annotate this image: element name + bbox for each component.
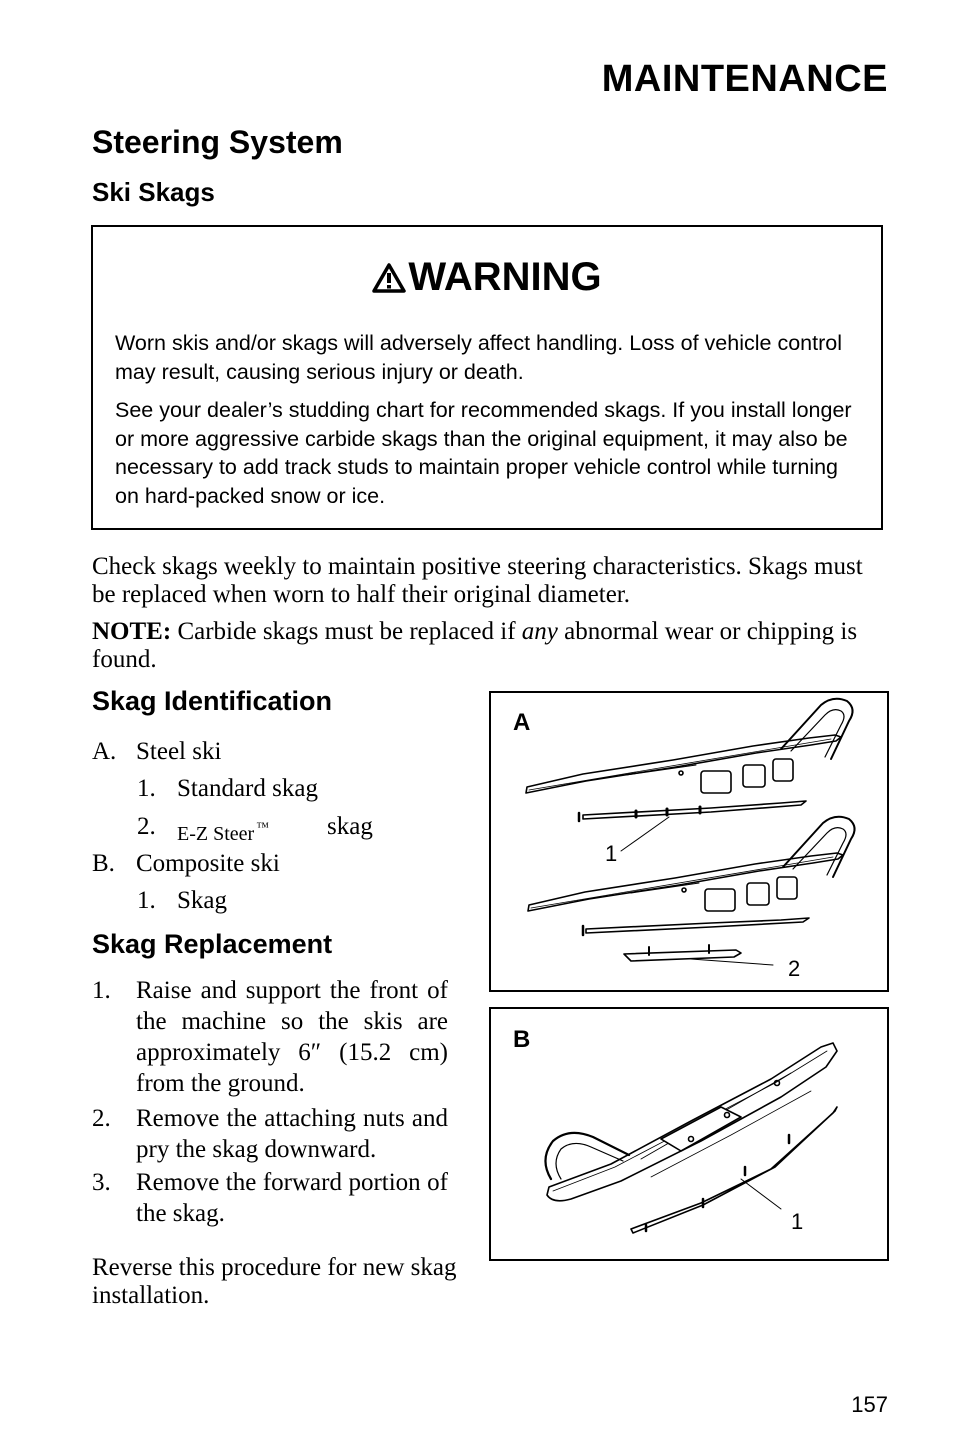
step-marker: 2. xyxy=(92,1105,111,1132)
list-marker: 1. xyxy=(137,775,156,802)
step-text: Remove the forward portion of the skag. xyxy=(136,1169,448,1227)
step-text: Raise and support the front of the machine so the skis are approximately 6″ (15.2 cm) from the ground. xyxy=(136,977,448,1097)
note-paragraph xyxy=(92,618,892,673)
figure-b-composite-ski xyxy=(489,1007,889,1261)
figure-a-steel-ski xyxy=(489,691,889,992)
warning-triangle-icon xyxy=(372,263,406,293)
figure-a-callout-2: 2 xyxy=(788,956,801,981)
list-item-label: Standard skag xyxy=(177,775,318,802)
composite-ski-illustration xyxy=(491,1009,887,1259)
step-marker: 1. xyxy=(92,977,111,1004)
reverse-procedure-paragraph: Reverse this procedure for new skag installation. xyxy=(92,1254,457,1309)
note-text-before: Carbide skags must be replaced if xyxy=(171,618,522,645)
warning-heading-text: WARNING xyxy=(408,255,602,299)
figure-b-label: B xyxy=(513,1026,531,1053)
page-number: 157 xyxy=(851,1392,888,1417)
list-marker: A. xyxy=(92,738,117,765)
warning-paragraph-2: See your dealer’s studding chart for recommended skags. If you install longer or more aggressive carbide skags than the original equipment, it may also be necessary to add track studs to maintain proper vehicle control while turning on hard-packed snow or ice. xyxy=(115,398,852,508)
step-text: Remove the attaching nuts and pry the skag downward. xyxy=(136,1105,448,1163)
step-2 xyxy=(92,1103,448,1165)
warning-paragraph-1: Worn skis and/or skags will adversely affect handling. Loss of vehicle control may result, causing serious injury or death. xyxy=(115,331,842,384)
trademark-symbol: ™ xyxy=(256,819,269,834)
list-item-label: Steel ski xyxy=(136,738,222,765)
skag-identification-heading: Skag Identification xyxy=(92,686,333,716)
list-item-label: skag xyxy=(327,813,373,840)
step-3 xyxy=(92,1167,448,1229)
check-skags-paragraph: Check skags weekly to maintain positive steering characteristics. Skags must be replaced when worn to half their original diameter. xyxy=(92,553,863,608)
list-item-label: Skag xyxy=(177,887,227,914)
warning-box xyxy=(91,225,883,530)
subsection-title: Ski Skags xyxy=(92,177,215,207)
steel-ski-illustration xyxy=(491,693,887,990)
figure-a-callout-1: 1 xyxy=(605,841,618,866)
figure-b-callout-1: 1 xyxy=(791,1209,804,1234)
chapter-title: MAINTENANCE xyxy=(601,58,888,100)
note-emphasis: any xyxy=(521,618,558,645)
figure-a-label: A xyxy=(513,709,531,736)
list-marker: 2. xyxy=(137,813,156,840)
ez-steer-brand: E-Z Steer xyxy=(177,823,255,845)
list-marker: 1. xyxy=(137,887,156,914)
note-label: NOTE: xyxy=(92,618,172,645)
list-item-label: Composite ski xyxy=(136,850,280,877)
section-title: Steering System xyxy=(92,124,343,160)
skag-replacement-heading: Skag Replacement xyxy=(92,929,333,959)
step-1 xyxy=(92,975,448,1099)
list-marker: B. xyxy=(92,850,115,877)
note-text-after: abnormal wear or chipping is found. xyxy=(92,618,858,673)
step-marker: 3. xyxy=(92,1169,111,1196)
warning-heading xyxy=(93,255,881,300)
